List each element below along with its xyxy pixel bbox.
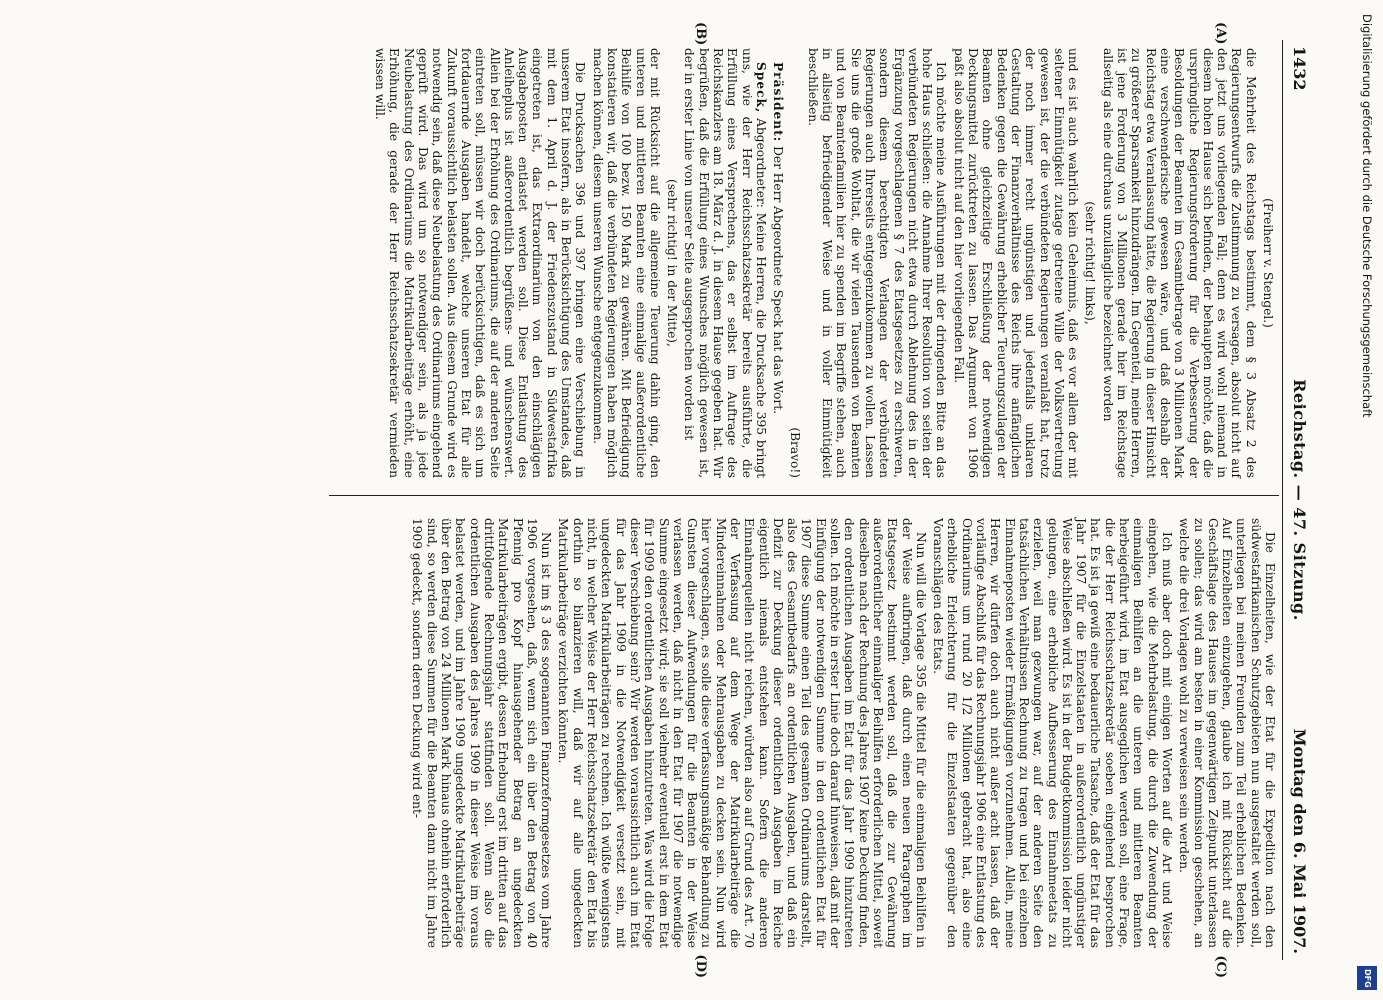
speaker-text: Der Herr Abgeordnete Speck hat das Wort. <box>771 146 786 414</box>
margin-marker-d: (D) <box>693 954 708 978</box>
speech-start <box>682 48 768 478</box>
paragraph: Die Drucksachen 396 und 397 bringen eine Verschiebung in unserem Etat insofern, als in Berücksichtigung des Umstandes, daß mit dem 1. April d. J. der Friedenszustand in Südwestafrika eingetreten ist, das Extraordinarium von den einschlägigen Ausgabeposten entlastet werden soll. Diese Entlastung des Anleiheplus ist außerordentlich begrüßens- und wünschenswert. Allein bei der Erhöhung des Ordinariums, die auf der anderen Seite eintreten soll, müssen wir doch berücksichtigen, daß es sich um fortdauernde Ausgaben handelt, welche unseren Etat für alle Zukunft voraussichtlich belasten sollen. Aus diesem Grunde wird es notwendig sein, daß diese Neubelastung des Ordinariums eingehend geprüft wird. Das wird um so notwendiger sein, als ja jede Neubelastung des Ordinariums die Matrikularbeiträge erhöht, eine Erhöhung, die gerade der Herr Reichsschatzsekretär vermieden wissen will. <box>373 48 588 478</box>
speech-text: Abgeordneter: Meine Herren, die Drucksache 395 bringt uns, wie der Herr Reichsschatzsekretär bereits ausführte, die Erfüllung eines Versprechens, das er selbst im Auftrage des Reichskanzlers am 18. März d. J. in diesem Hause gegeben hat. Wir begrüßen, daß die Erfüllung eines Wunsches möglich gewesen ist, der in erster Linie von unserer Seite ausgesprochen worden ist <box>682 48 768 479</box>
rotated-print-page <box>73 22 1313 978</box>
right-column <box>73 518 1277 978</box>
president-line <box>771 48 785 478</box>
paragraph: Nun ist im § 3 des sogenannten Finanzreformgesetzes vom Jahre 1906 vorgesehen, daß, wenn sich ein über den Betrag von 40 Pfennig pro Kopf hinausgehender Betrag an ungedeckten Matrikularbeiträgen ergibt, dessen Erhebung erst im dritten auf das drittfolgende Rechnungsjahr stattfinden soll. Wenn also die ordentlichen Ausgaben des Jahres 1909 in dieser Weise im voraus belastet werden, und im Jahre 1909 ungedeckte Matrikularbeiträge über den Betrag von 24 Millionen Mark hinaus ohnehin erforderlich sind, so werden diese Summen für die Beamten dann nicht im Jahre 1909 gedeckt, sondern deren Deckung wird ent- <box>410 518 554 948</box>
audience-reaction: (sehr richtig! links), <box>1083 201 1098 325</box>
paragraph: Die Einzelheiten, wie der Etat für die Expedition nach den südwestafrikanischen Schutzgebieten nun ausgestaltet werden soll, unterliegen bei meinen Freunden zum Teil erheblichen Bedenken. Auf Einzelheiten einzugehen, glaube ich mit Rücksicht auf die Geschäftslage des Hauses im gegenwärtigen Zeitpunkt unterlassen zu sollen; das wird am besten in einer Kommission geschehen, an welche die drei Vorlagen wohl zu verweisen sein werden. <box>1177 518 1277 948</box>
credit-text: Digitalisierung gefördert durch die Deutsche Forschungsgemeinschaft <box>1360 14 1374 418</box>
audience-reaction: (Bravo!) <box>788 427 803 478</box>
digitization-credit <box>1356 6 1378 994</box>
speaker-name: Speck, <box>753 62 768 114</box>
session-date: Montag den 6. Mai 1907. <box>1290 728 1309 954</box>
paragraph: der mit Rücksicht auf die allgemeine Teuerung dahin ging, den unteren und mittleren Beamten eine einmalige außerordentliche Beihilfe von 100 bezw. 150 Mark zu gewähren. Mit Befriedigung konstatieren wir, daß die verbündeten Regierungen haben möglich machen können, diesem unseren Wunsche entgegenzukommen. <box>590 48 662 478</box>
running-title: Reichstag. — 47. Sitzung. <box>1290 379 1309 621</box>
header-rule <box>1282 40 1283 960</box>
page-number: 1432 <box>1290 46 1309 91</box>
paragraph: die Mehrheit des Reichstags bestimmt, dem § 3 Absatz 2 des Regierungsentwurfs die Zustimmung zu versagen, absolut nicht auf den jetzt uns vorliegenden Fall; denn es wird wohl niemand in diesem hohen Hause sich befinden, der behaupten möchte, daß die ursprüngliche Regierungsforderung für die Verbesserung der Besoldungen der Beamten im Gesamtbetrage von 3 Millionen Mark eine verschwenderische gewesen wäre, und daß deshalb der Reichstag etwa Veranlassung hätte, die Regierung in dieser Hinsicht zu größerer Sparsamkeit hinzudrängen. Im Gegenteil, meine Herren, ist jene Forderung von 3 Millionen gerade hier im Reichstage allseitig als eine durchaus unzulängliche bezeichnet worden <box>1100 48 1258 478</box>
margin-marker-b: (B) <box>693 22 708 46</box>
margin-marker-a: (A) <box>1213 22 1228 45</box>
column-rule <box>329 495 1279 496</box>
paragraph: Ich möchte meine Ausführungen mit der dringenden Bitte an das hohe Haus schließen: die Annahme Ihrer Resolution von seiten der verbündeten Regierungen nicht etwa durch Ablehnung des in der Ergänzung vorgeschlagenen § 7 des Etatsgesetzes zu erschweren, sondern diesem berechtigten Verlangen der verbündeten Regierungen auch Ihrerseits entgegenzukommen zu wollen. Lassen Sie uns die große Wohltat, die wir vielen Tausenden von Beamten und von Beamtenfamilien hier zu spenden im Begriffe stehen, auch in allseitig befriedigender Weise und in voller Einmütigkeit beschließen. <box>805 48 949 478</box>
page-header <box>1285 40 1313 960</box>
paragraph: und es ist auch wahrlich kein Geheimnis, daß es vor allem der mit seltener Einmütigkeit zutage getretene Wille der Volksvertretung gewesen ist, der die verbündeten Regierungen veranlaßt hat, trotz der noch immer recht ungünstigen und jedenfalls unklaren Gestaltung der Finanzverhältnisse des Reichs ihre anfänglichen Bedenken gegen die Gewährung erheblicher Teuerungszulagen der Beamten ohne gleichzeitige Erschließung der notwendigen Deckungsmittel zurücktreten zu lassen. Das Argument von 1906 paßt also absolut nicht auf den hier vorliegenden Fall. <box>951 48 1081 478</box>
dfg-logo: DFG <box>1357 966 1377 990</box>
paragraph: Nun will die Vorlage 395 die Mittel für die einmaligen Beihilfen in der Weise aufbringen, daß durch einen neuen Paragraphen im Etatsgesetz bestimmt werden soll, daß die zur Gewährung außerordentlicher einmaliger Beihilfen erforderlichen Mittel, soweit dieselben nach der Rechnung des Jahres 1907 keine Deckung finden, den ordentlichen Ausgaben im Etat für das Jahr 1909 hinzutreten sollen. Ich möchte in erster Linie doch darauf hinweisen, daß mit der Einfügung der notwendigen Summe in den ordentlichen Etat für 1907 diese Summe einen Teil des gesamten Ordinariums darstellt, also des Gesamtbedarfs an ordentlichen Ausgaben, und daß ein Defizit zur Deckung dieser ordentlichen Ausgaben im Reiche eigentlich niemals entstehen kann. Sofern die anderen Einnahmequellen nicht reichen, würden also auf Grund des Art. 70 der Verfassung auf dem Wege der Matrikularbeiträge die Mindereinnahmen oder Mehrausgaben zu decken sein. Nun wird hier vorgeschlagen, es solle diese verfassungsmäßige Behandlung zu Gunsten dieser Aufwendungen für die Beamten in der Weise verlassen werden, daß nicht in den Etat für 1907 die notwendige Summe eingesetzt wird; sie soll vielmehr eventuell erst in dem Etat für 1909 den ordentlichen Ausgaben hinzutreten. Was wird die Folge dieser Verschiebung sein? Wir werden voraussichtlich auch im Etat für das Jahr 1909 in die Notwendigkeit versetzt sein, mit ungedeckten Matrikularbeiträgen zu rechnen. Ich wüßte wenigstens nicht, in welcher Weise der Herr Reichsschatzsekretär den Etat bis dorthin so bilanzieren will, daß wir auf alle ungedeckten Matrikularbeiträge verzichten könnten. <box>556 518 928 948</box>
speaker-name: Präsident: <box>771 62 786 143</box>
audience-reaction: (sehr richtig! in der Mitte), <box>665 179 680 347</box>
speaker-continued: (Freiherr v. Stengel.) <box>1261 198 1275 328</box>
left-column <box>73 22 1277 479</box>
margin-marker-c: (C) <box>1213 955 1228 978</box>
paragraph: Ich muß aber doch mit einigen Worten auf die Art und Weise eingehen, wie die Mehrbelastung, die durch die Zuwendung der einmaligen Beihilfen an die unteren und mittleren Beamten herbeigeführt wird, im Etat ausgeglichen werden soll, eine Frage, die der Herr Reichsschatzsekretär soeben eingehend besprochen hat. Es ist ja gewiß eine bedauerliche Tatsache, daß der Etat für das Jahr 1907 für die Einzelstaaten in außerordentlich ungünstiger Weise abschließen wird. Es ist in der Budgetkommission leider nicht gelungen, eine erhebliche Aufbesserung des Einnahmeetats zu erzielen, weil man gezwungen war, auf der anderen Seite den tatsächlichen Verhältnissen Rechnung zu tragen und bei einzelnen Einnahmeposten wieder Ermäßigungen vorzunehmen. Allein, meine Herren, wir dürfen doch auch nicht außer acht lassen, daß der vorläufige Abschluß für das Rechnungsjahr 1906 eine Entlastung des Ordinariums um rund 20 1/2 Millionen gebracht hat, also eine erhebliche Erleichterung für die Einzelstaaten gegenüber den Voranschlägen des Etats. <box>931 518 1174 948</box>
